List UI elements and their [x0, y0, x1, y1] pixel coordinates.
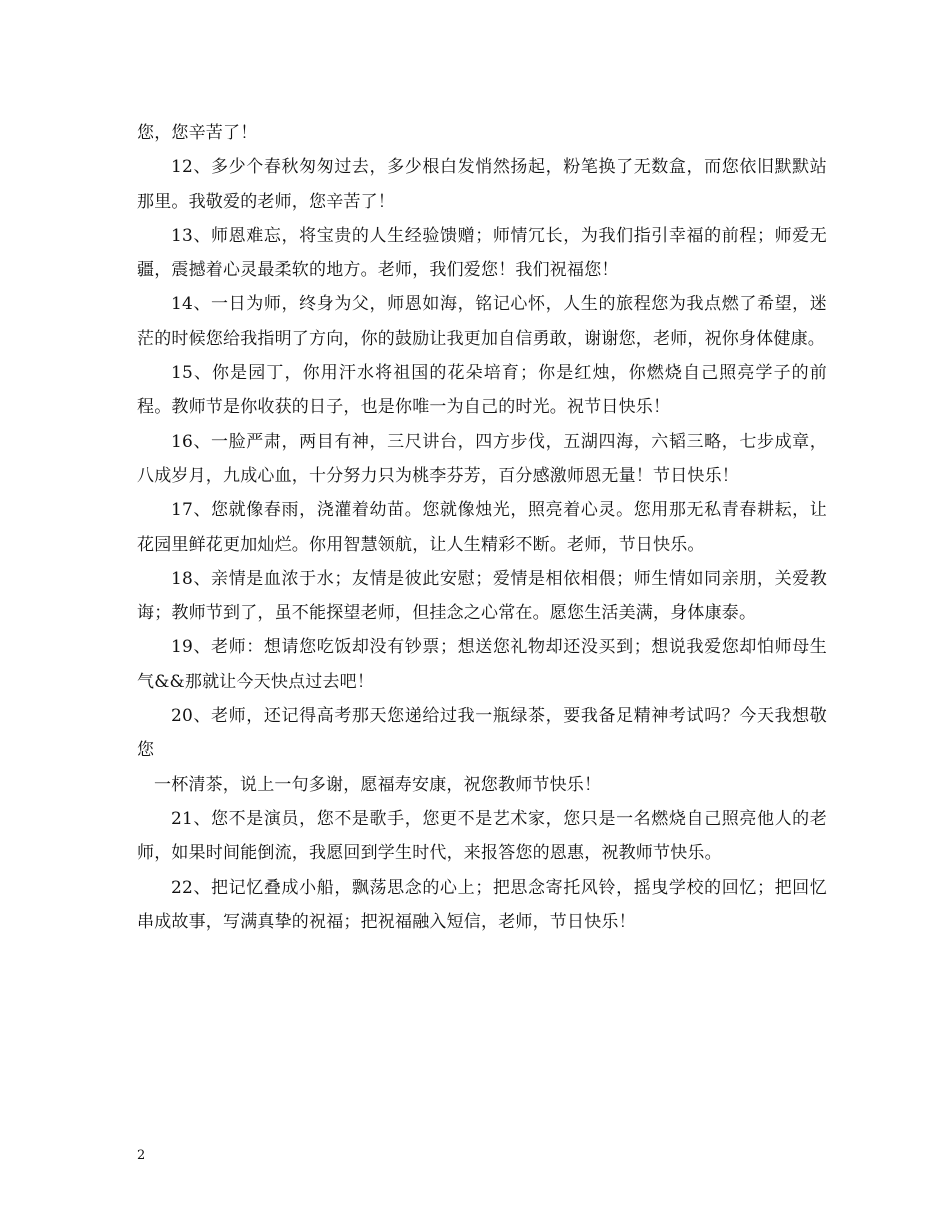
paragraph-19: 19、老师：想请您吃饭却没有钞票；想送您礼物却还没买到；想说我爱您却怕师母生气&&那就让今天快点过去吧！ — [137, 637, 827, 692]
paragraph-12: 12、多少个春秋匆匆过去，多少根白发悄然扬起，粉笔换了无数盒，而您依旧默默站那里。我敬爱的老师，您辛苦了！ — [137, 157, 827, 212]
paragraph-continued: 您，您辛苦了！ — [137, 123, 258, 143]
paragraph-16: 16、一脸严肃，两目有神，三尺讲台，四方步伐，五湖四海，六韬三略，七步成章，八成岁月，九成心血，十分努力只为桃李芬芳，百分感激师恩无量！节日快乐！ — [137, 431, 827, 486]
paragraph-15: 15、你是园丁，你用汗水将祖国的花朵培育；你是红烛，你燃烧自己照亮学子的前程。教师节是你收获的日子，也是你唯一为自己的时光。祝节日快乐！ — [137, 363, 827, 418]
body-text — [137, 116, 827, 939]
paragraph-20: 20、老师，还记得高考那天您递给过我一瓶绿茶，要我备足精神考试吗？今天我想敬您 — [137, 706, 827, 761]
paragraph-13: 13、师恩难忘，将宝贵的人生经验馈赠；师情冗长，为我们指引幸福的前程；师爱无疆，震撼着心灵最柔软的地方。老师，我们爱您！我们祝福您！ — [137, 225, 827, 281]
paragraph-21: 21、您不是演员，您不是歌手，您更不是艺术家，您只是一名燃烧自己照亮他人的老师，如果时间能倒流，我愿回到学生时代，来报答您的恩惠，祝教师节快乐。 — [137, 808, 827, 864]
paragraph-22: 22、把记忆叠成小船，飘荡思念的心上；把思念寄托风铃，摇曳学校的回忆；把回忆串成故事，写满真挚的祝福；把祝福融入短信，老师，节日快乐！ — [137, 877, 827, 932]
paragraph-18: 18、亲情是血浓于水；友情是彼此安慰；爱情是相依相偎；师生情如同亲朋，关爱教诲；教师节到了，虽不能探望老师，但挂念之心常在。愿您生活美满，身体康泰。 — [137, 568, 827, 624]
paragraph-14: 14、一日为师，终身为父，师恩如海，铭记心怀，人生的旅程您为我点燃了希望，迷茫的时候您给我指明了方向，你的鼓励让我更加自信勇敢，谢谢您，老师，祝你身体健康。 — [137, 294, 827, 349]
paragraph-17: 17、您就像春雨，浇灌着幼苗。您就像烛光，照亮着心灵。您用那无私青春耕耘，让花园里鲜花更加灿烂。你用智慧领航，让人生精彩不断。老师，节日快乐。 — [137, 500, 827, 555]
page-number: 2 — [137, 1148, 146, 1163]
paragraph-20-continued: 一杯清茶，说上一句多谢，愿福寿安康，祝您教师节快乐！ — [154, 774, 602, 795]
